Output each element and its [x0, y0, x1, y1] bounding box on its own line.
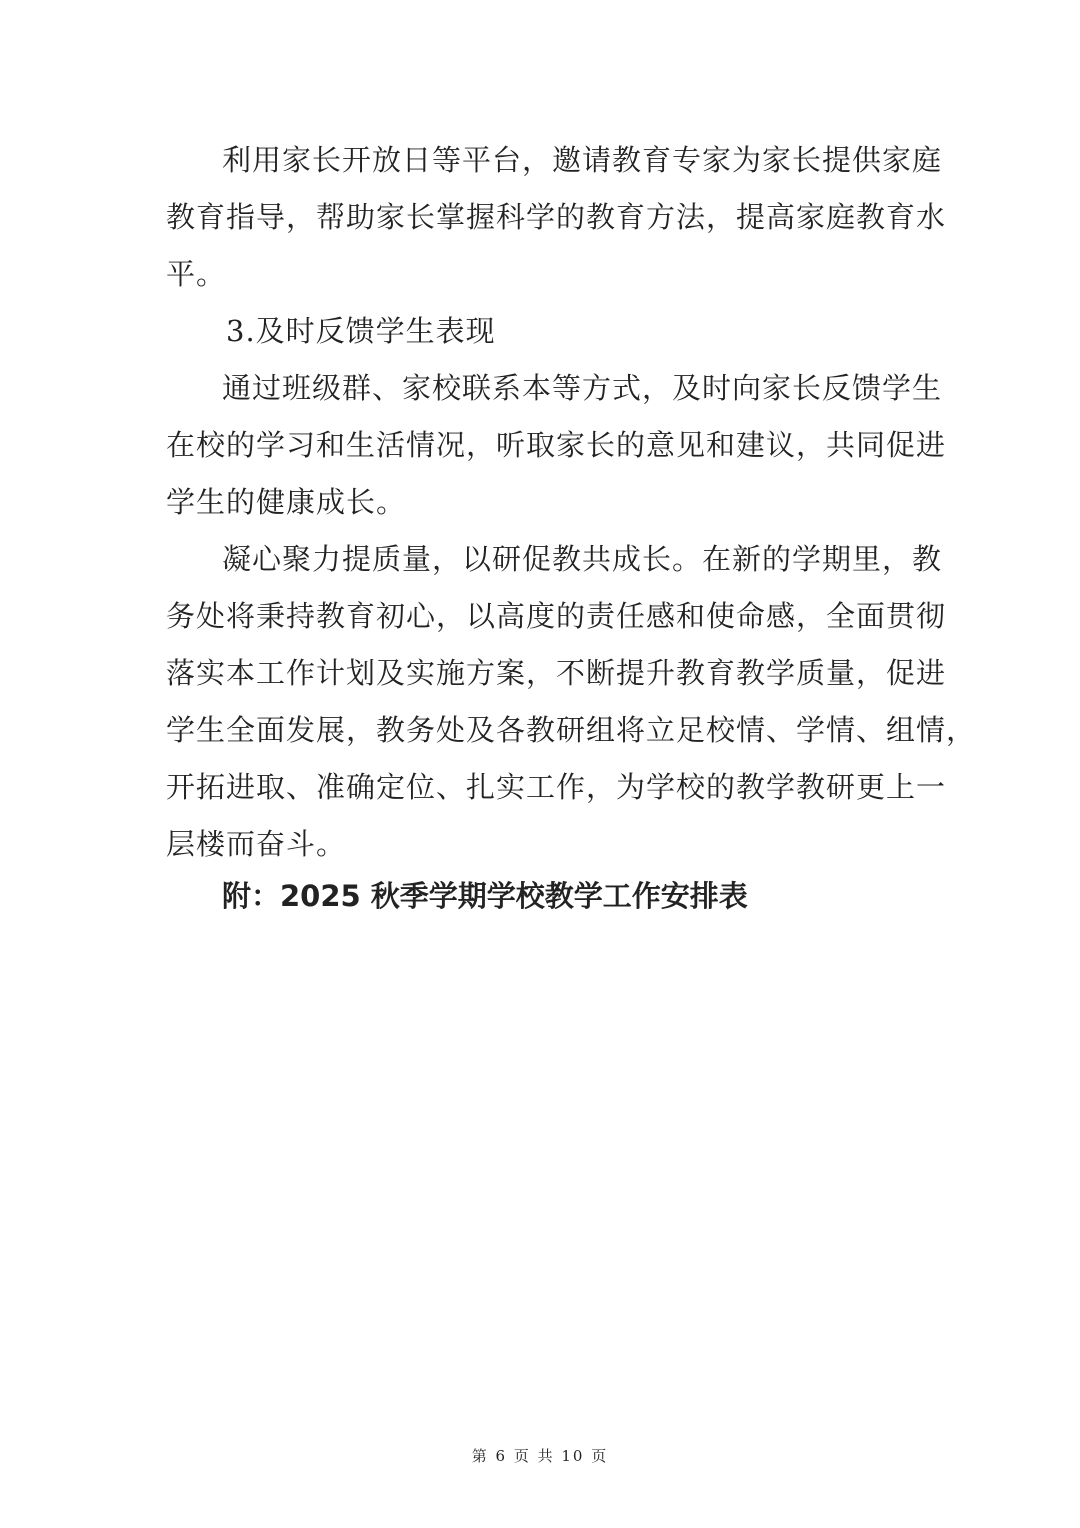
paragraph-2-line-3: 学生的健康成长。 [166, 485, 407, 519]
paragraph-1-line-1: 利用家长开放日等平台，邀请教育专家为家长提供家庭 [222, 143, 943, 177]
paragraph-1-line-3: 平。 [166, 257, 227, 291]
attachment-note: 附：2025 秋季学期学校教学工作安排表 [222, 879, 748, 913]
paragraph-3-line-5: 开拓进取、准确定位、扎实工作，为学校的教学教研更上一 [166, 770, 947, 804]
paragraph-2-line-1: 通过班级群、家校联系本等方式，及时向家长反馈学生 [222, 371, 943, 405]
paragraph-3-line-4: 学生全面发展，教务处及各教研组将立足校情、学情、组情， [166, 713, 977, 747]
page-number-footer: 第 6 页 共 10 页 [471, 1447, 609, 1465]
paragraph-3-line-3: 落实本工作计划及实施方案，不断提升教育教学质量，促进 [166, 656, 947, 690]
paragraph-2-line-2: 在校的学习和生活情况，听取家长的意见和建议，共同促进 [166, 428, 947, 462]
paragraph-3-line-6: 层楼而奋斗。 [166, 827, 347, 861]
paragraph-1-line-2: 教育指导，帮助家长掌握科学的教育方法，提高家庭教育水 [166, 200, 947, 234]
paragraph-3-line-2: 务处将秉持教育初心，以高度的责任感和使命感，全面贯彻 [166, 599, 947, 633]
section-heading: 3.及时反馈学生表现 [226, 314, 496, 348]
paragraph-3-line-1: 凝心聚力提质量，以研促教共成长。在新的学期里，教 [222, 542, 943, 576]
